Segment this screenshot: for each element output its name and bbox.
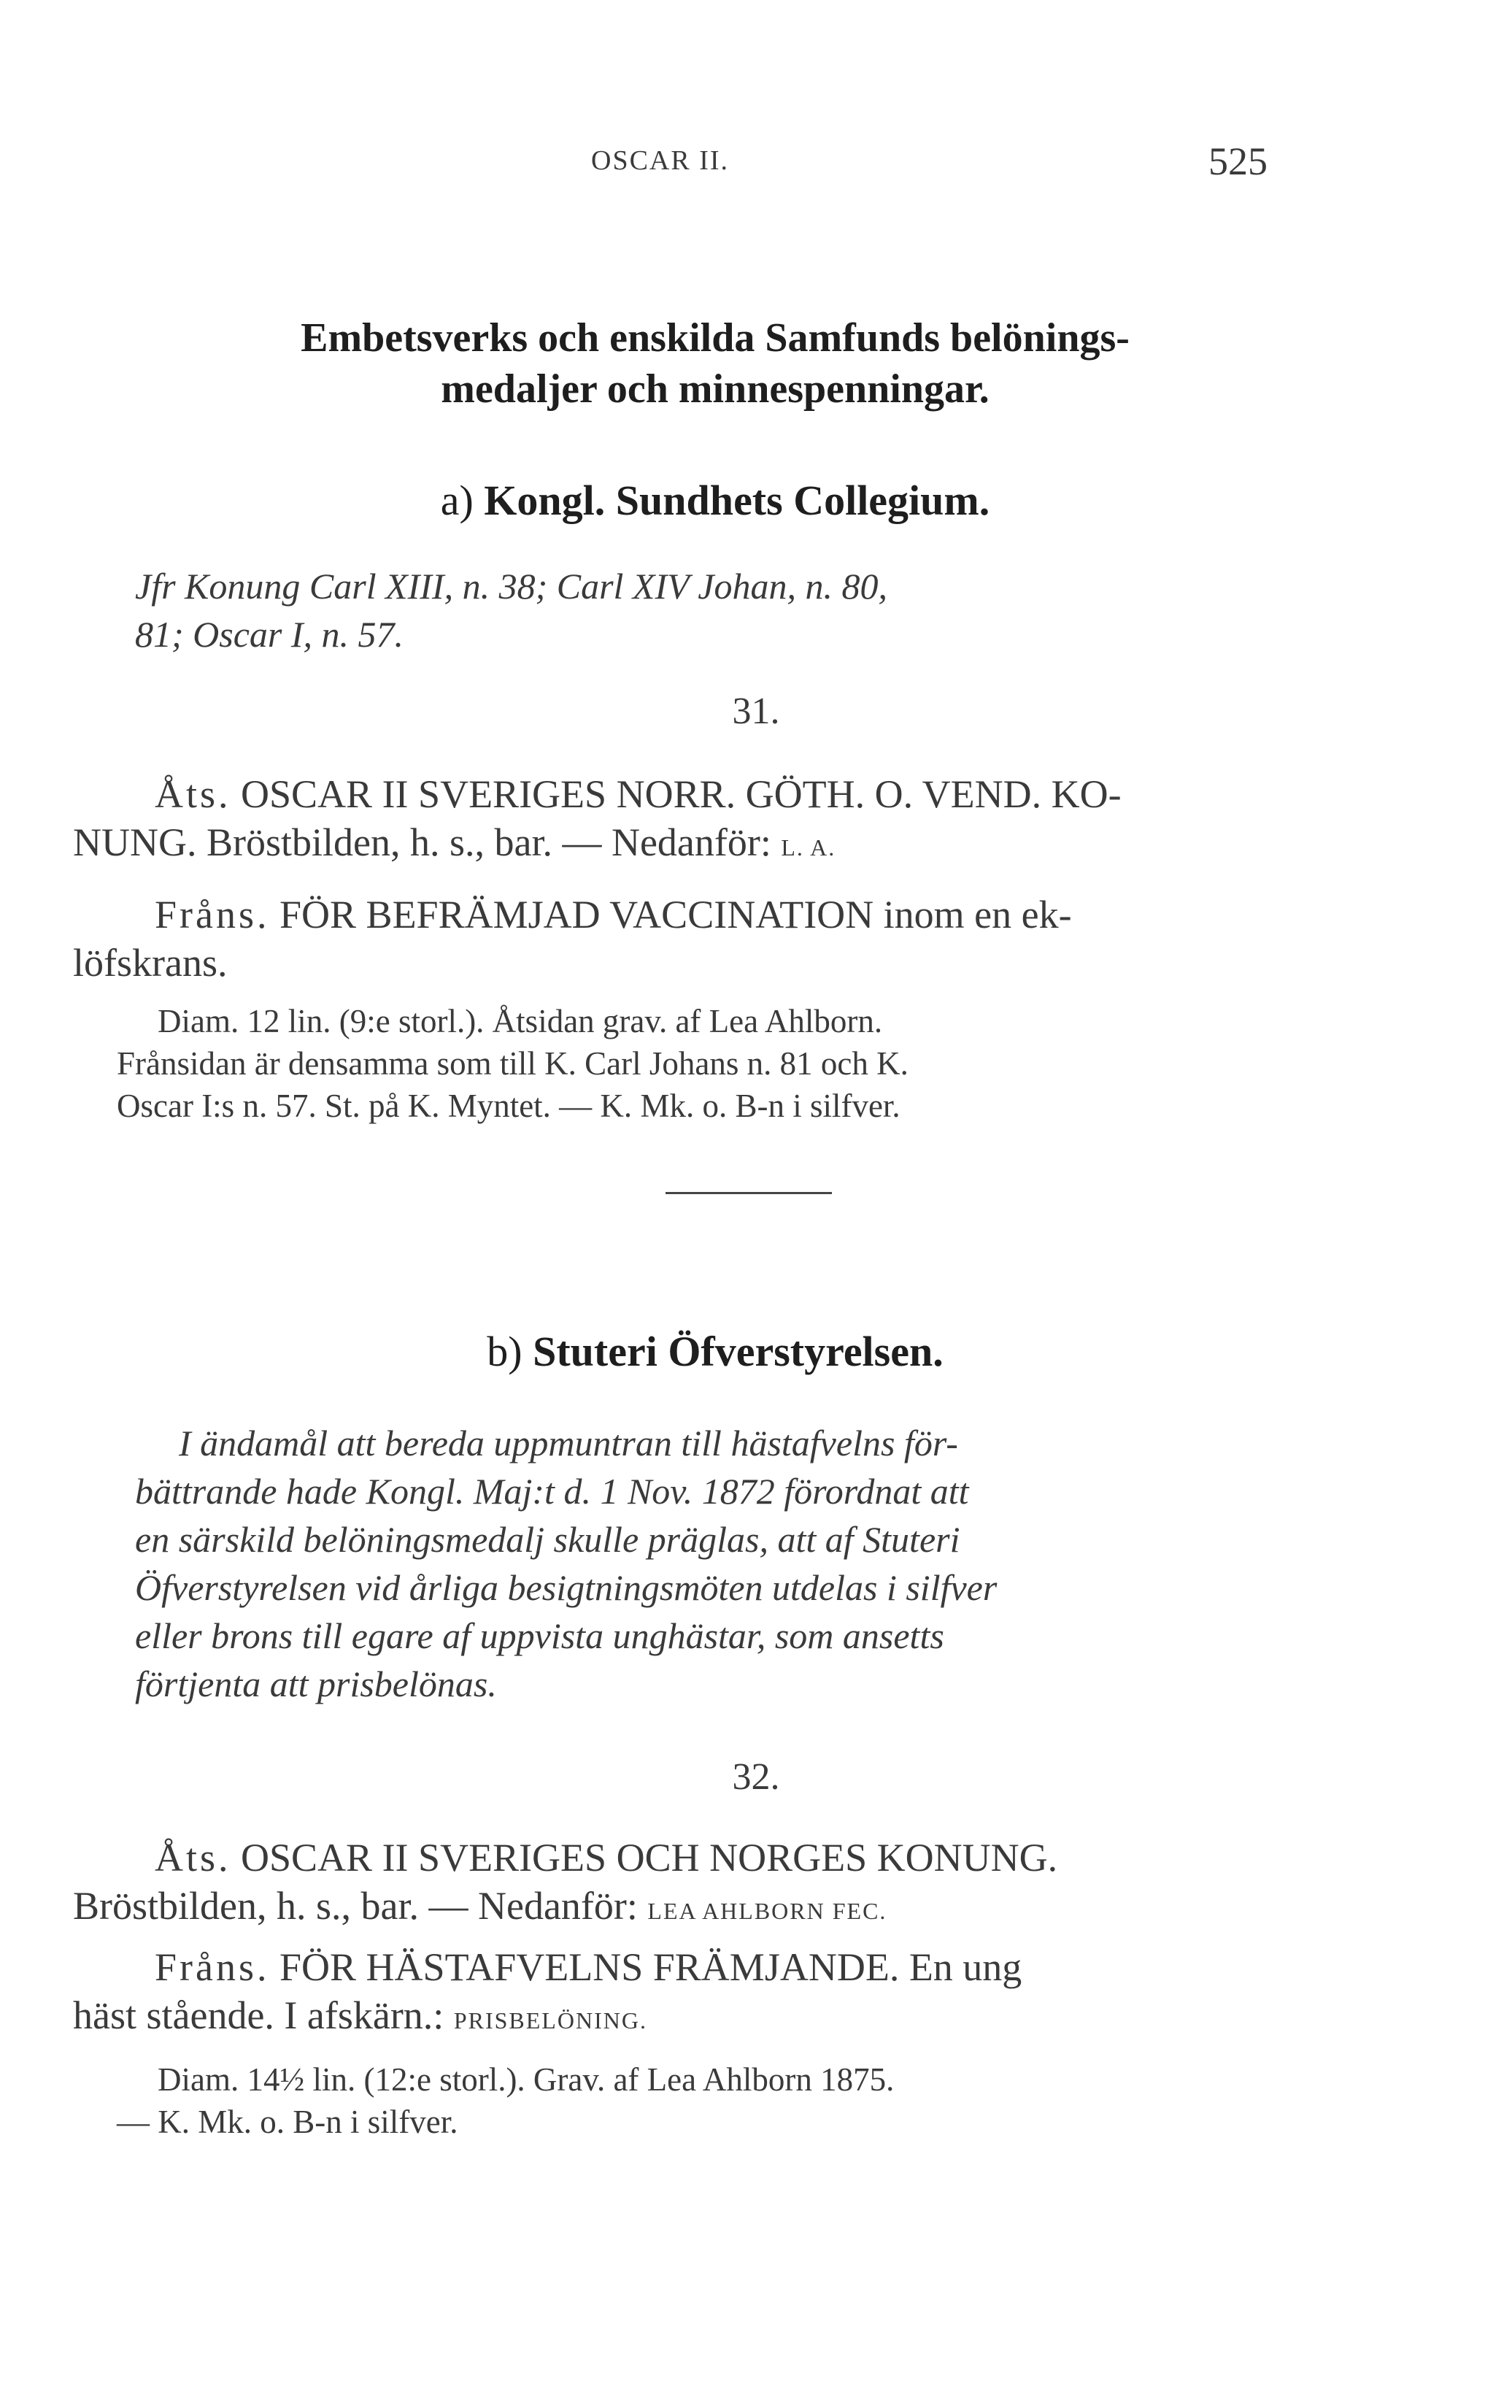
obverse-legend: OSCAR II SVERIGES OCH NORGES KONUNG. <box>241 1836 1058 1880</box>
running-header: OSCAR II. <box>591 145 730 176</box>
section-a-title: Kongl. Sundhets Collegium. <box>484 477 990 524</box>
main-heading-line1: Embetsverks och enskilda Samfunds belönings- <box>301 315 1130 361</box>
notes-line: — K. Mk. o. B-n i silfver. <box>117 2104 458 2140</box>
reverse-description: häst stående. I afskärn.: <box>73 1993 444 2037</box>
reverse-description: löfskrans. <box>73 941 228 985</box>
reference-line: Jfr Konung Carl XIII, n. 38; Carl XIV Johan, n. 80, <box>135 566 887 607</box>
obverse-legend: OSCAR II SVERIGES NORR. GÖTH. O. VEND. KO- <box>241 772 1122 816</box>
item-31-notes <box>117 1000 1292 1127</box>
notes-line: Diam. 14½ lin. (12:e storl.). Grav. af Lea Ahlborn 1875. <box>158 2061 895 2098</box>
section-b-heading <box>131 1327 1299 1376</box>
description-line: I ändamål att bereda uppmuntran till hästafvelns för- <box>179 1423 958 1463</box>
item-32-obverse <box>73 1834 1292 1935</box>
section-b-prefix: b) <box>487 1328 522 1375</box>
description-line: Öfverstyrelsen vid årliga besigtningsmöten utdelas i silfver <box>135 1567 998 1608</box>
reference-line: 81; Oscar I, n. 57. <box>135 614 404 655</box>
main-heading <box>153 312 1277 415</box>
description-line: bättrande hade Kongl. Maj:t d. 1 Nov. 1872 förordnat att <box>135 1471 969 1512</box>
item-32-notes <box>117 2058 1292 2143</box>
description-line: en särskild belöningsmedalj skulle präglas, att af Stuteri <box>135 1519 960 1560</box>
section-b-description <box>135 1419 1288 1708</box>
item-number-31: 31. <box>732 691 780 732</box>
obverse-label: Åts. <box>155 1836 231 1880</box>
page-number: 525 <box>1208 139 1268 183</box>
description-line: eller brons till egare af uppvista unghästar, som ansetts <box>135 1615 944 1656</box>
obverse-description: NUNG. Bröstbilden, h. s., bar. — Nedanför: <box>73 820 771 864</box>
reverse-legend: FÖR HÄSTAFVELNS FRÄMJANDE. En ung <box>279 1945 1022 1989</box>
notes-line: Diam. 12 lin. (9:e storl.). Åtsidan grav. af Lea Ahlborn. <box>158 1003 883 1039</box>
section-a-reference <box>135 562 1288 658</box>
reverse-label: Fråns. <box>155 1945 270 1989</box>
reverse-label: Fråns. <box>155 893 270 936</box>
section-a-prefix: a) <box>440 477 474 524</box>
reverse-legend: FÖR BEFRÄMJAD VACCINATION inom en ek- <box>279 893 1072 936</box>
obverse-signature: L. A. <box>781 834 836 861</box>
notes-line: Oscar I:s n. 57. St. på K. Myntet. — K. Mk. o. B-n i silfver. <box>117 1088 900 1124</box>
item-31-reverse <box>73 891 1292 987</box>
notes-line: Frånsidan är densamma som till K. Carl Johans n. 81 och K. <box>117 1045 909 1082</box>
main-heading-line2: medaljer och minnespenningar. <box>441 366 990 412</box>
obverse-description: Bröstbilden, h. s., bar. — Nedanför: <box>73 1884 638 1928</box>
obverse-signature: LEA AHLBORN FEC. <box>647 1898 887 1924</box>
item-31-obverse <box>73 770 1292 872</box>
section-b-title: Stuteri Öfverstyrelsen. <box>533 1328 944 1375</box>
item-number-32: 32. <box>732 1756 780 1798</box>
reverse-exergue: PRISBELÖNING. <box>453 2007 647 2034</box>
item-32-reverse <box>73 1943 1292 2045</box>
obverse-label: Åts. <box>155 772 231 816</box>
section-a-heading <box>131 476 1299 525</box>
section-divider <box>666 1192 832 1194</box>
description-line: förtjenta att prisbelönas. <box>135 1663 497 1704</box>
